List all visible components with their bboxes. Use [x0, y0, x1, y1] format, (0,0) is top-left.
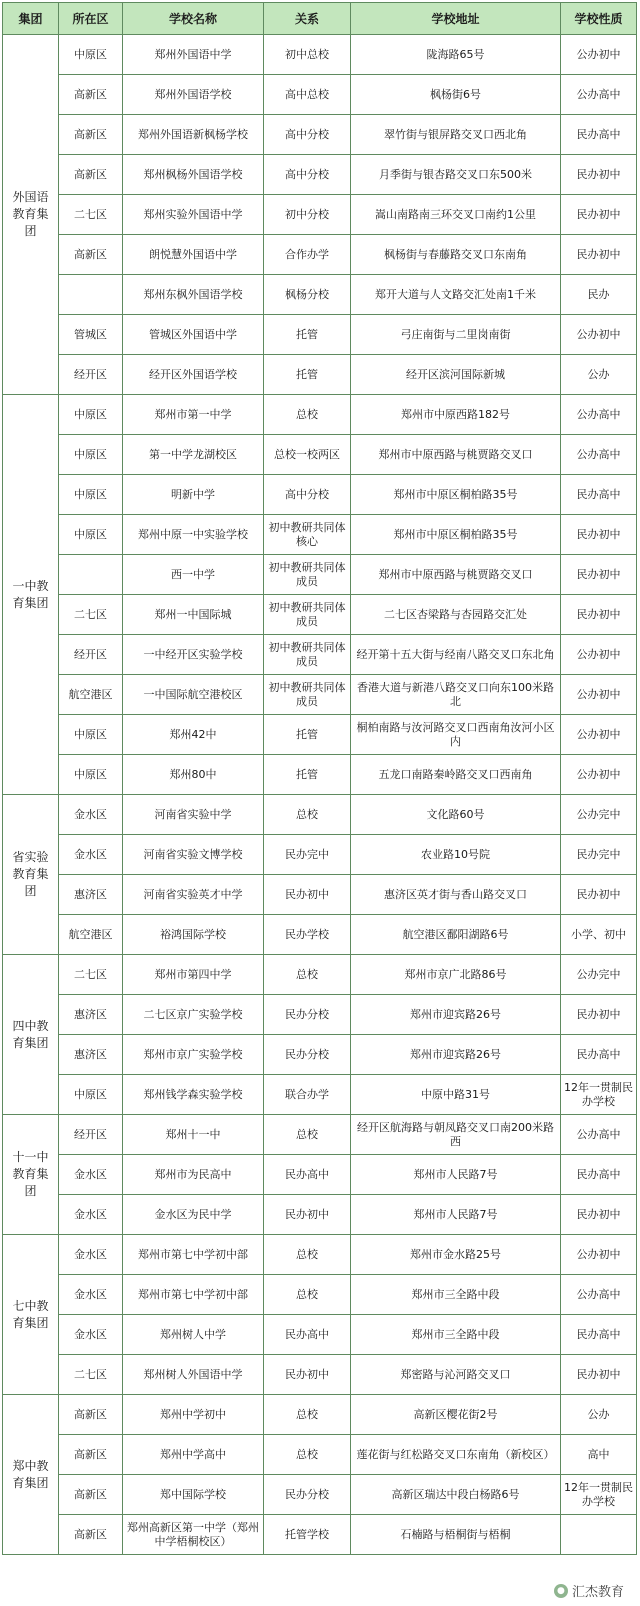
cell-school-type: 民办初中 [561, 1195, 637, 1235]
table-row [3, 955, 637, 995]
cell-relation: 民办完中 [264, 835, 351, 875]
cell-district: 航空港区 [59, 915, 123, 955]
cell-school-type: 公办初中 [561, 35, 637, 75]
cell-school-name: 郑州市第四中学 [123, 955, 264, 995]
cell-school-name: 第一中学龙湖校区 [123, 435, 264, 475]
cell-district: 中原区 [59, 515, 123, 555]
cell-relation: 初中教研共同体成员 [264, 555, 351, 595]
table-row [3, 1515, 637, 1555]
table-row [3, 1475, 637, 1515]
cell-school-name: 郑州中原一中实验学校 [123, 515, 264, 555]
cell-address: 郑州市迎宾路26号 [351, 1035, 561, 1075]
cell-school-type: 民办高中 [561, 115, 637, 155]
cell-school-type: 公办初中 [561, 675, 637, 715]
cell-address: 月季街与银杏路交叉口东500米 [351, 155, 561, 195]
header-district: 所在区 [59, 3, 123, 35]
table-row [3, 835, 637, 875]
table-row [3, 1195, 637, 1235]
cell-group-name: 十一中教育集团 [3, 1115, 59, 1235]
cell-school-name: 郑州钱学森实验学校 [123, 1075, 264, 1115]
cell-address: 郑开大道与人文路交汇处南1千米 [351, 275, 561, 315]
cell-group-name: 省实验教育集团 [3, 795, 59, 955]
cell-school-type: 民办初中 [561, 595, 637, 635]
cell-relation: 高中分校 [264, 475, 351, 515]
table-row [3, 995, 637, 1035]
cell-school-name: 郑州市第七中学初中部 [123, 1275, 264, 1315]
cell-relation: 总校 [264, 1115, 351, 1155]
cell-district: 高新区 [59, 1395, 123, 1435]
cell-school-name: 经开区外国语学校 [123, 355, 264, 395]
table-row [3, 1035, 637, 1075]
table-row [3, 1155, 637, 1195]
cell-address: 郑州市三全路中段 [351, 1275, 561, 1315]
cell-address: 高新区樱花街2号 [351, 1395, 561, 1435]
cell-relation: 民办分校 [264, 1475, 351, 1515]
cell-school-name: 郑中国际学校 [123, 1475, 264, 1515]
cell-district: 航空港区 [59, 675, 123, 715]
cell-school-type: 公办完中 [561, 795, 637, 835]
cell-address: 五龙口南路秦岭路交叉口西南角 [351, 755, 561, 795]
table-header-row [3, 3, 637, 35]
cell-district: 管城区 [59, 315, 123, 355]
cell-school-name: 郑州外国语新枫杨学校 [123, 115, 264, 155]
cell-school-name: 河南省实验文博学校 [123, 835, 264, 875]
cell-district: 中原区 [59, 1075, 123, 1115]
cell-school-name: 郑州市第七中学初中部 [123, 1235, 264, 1275]
table-row [3, 1235, 637, 1275]
table-row [3, 515, 637, 555]
cell-district: 高新区 [59, 1435, 123, 1475]
cell-school-name: 郑州树人外国语中学 [123, 1355, 264, 1395]
cell-district: 经开区 [59, 635, 123, 675]
cell-address: 郑密路与沁河路交叉口 [351, 1355, 561, 1395]
wechat-logo-icon: ● [554, 1584, 568, 1598]
cell-school-type [561, 1515, 637, 1555]
cell-school-type: 民办 [561, 275, 637, 315]
cell-address: 郑州市迎宾路26号 [351, 995, 561, 1035]
table-row [3, 1075, 637, 1115]
cell-school-type: 公办高中 [561, 75, 637, 115]
cell-school-name: 河南省实验英才中学 [123, 875, 264, 915]
table-row [3, 875, 637, 915]
cell-school-name: 郑州十一中 [123, 1115, 264, 1155]
cell-relation: 民办高中 [264, 1155, 351, 1195]
cell-school-name: 郑州树人中学 [123, 1315, 264, 1355]
cell-relation: 托管 [264, 755, 351, 795]
cell-school-type: 民办初中 [561, 995, 637, 1035]
cell-district: 经开区 [59, 1115, 123, 1155]
table-row [3, 195, 637, 235]
cell-address: 枫杨街6号 [351, 75, 561, 115]
cell-school-type: 公办高中 [561, 1115, 637, 1155]
cell-relation: 民办学校 [264, 915, 351, 955]
cell-school-type: 高中 [561, 1435, 637, 1475]
cell-district: 金水区 [59, 1235, 123, 1275]
cell-school-type: 小学、初中 [561, 915, 637, 955]
cell-district: 中原区 [59, 35, 123, 75]
cell-group-name: 七中教育集团 [3, 1235, 59, 1395]
cell-school-name: 明新中学 [123, 475, 264, 515]
cell-relation: 民办初中 [264, 1355, 351, 1395]
cell-school-name: 郑州80中 [123, 755, 264, 795]
cell-district: 高新区 [59, 155, 123, 195]
cell-school-type: 公办 [561, 355, 637, 395]
cell-relation: 初中教研共同体成员 [264, 595, 351, 635]
table-row [3, 1115, 637, 1155]
table-row [3, 155, 637, 195]
cell-school-name: 郑州枫杨外国语学校 [123, 155, 264, 195]
cell-school-name: 郑州中学初中 [123, 1395, 264, 1435]
table-row [3, 475, 637, 515]
cell-relation: 初中总校 [264, 35, 351, 75]
cell-relation: 托管 [264, 355, 351, 395]
cell-address: 郑州市中原区桐柏路35号 [351, 515, 561, 555]
cell-school-name: 郑州外国语学校 [123, 75, 264, 115]
cell-relation: 初中教研共同体成员 [264, 675, 351, 715]
table-row [3, 715, 637, 755]
cell-relation: 总校 [264, 795, 351, 835]
header-relation: 关系 [264, 3, 351, 35]
cell-school-type: 公办初中 [561, 635, 637, 675]
table-body [3, 35, 637, 1555]
cell-school-type: 民办高中 [561, 1155, 637, 1195]
cell-school-name: 河南省实验中学 [123, 795, 264, 835]
cell-school-type: 公办高中 [561, 435, 637, 475]
cell-school-name: 西一中学 [123, 555, 264, 595]
cell-relation: 民办分校 [264, 995, 351, 1035]
cell-district: 高新区 [59, 235, 123, 275]
table-row [3, 795, 637, 835]
cell-relation: 枫杨分校 [264, 275, 351, 315]
cell-address: 文化路60号 [351, 795, 561, 835]
cell-school-name: 一中国际航空港校区 [123, 675, 264, 715]
cell-school-type: 民办初中 [561, 515, 637, 555]
table-row [3, 395, 637, 435]
table-row [3, 435, 637, 475]
cell-address: 郑州市京广北路86号 [351, 955, 561, 995]
cell-group-name: 一中教育集团 [3, 395, 59, 795]
cell-school-type: 公办高中 [561, 395, 637, 435]
table-row [3, 235, 637, 275]
cell-address: 郑州市中原西路与桃贾路交叉口 [351, 555, 561, 595]
cell-district: 中原区 [59, 755, 123, 795]
cell-district: 中原区 [59, 475, 123, 515]
cell-district: 金水区 [59, 795, 123, 835]
cell-relation: 托管 [264, 715, 351, 755]
cell-school-type: 公办初中 [561, 1235, 637, 1275]
table-row [3, 635, 637, 675]
cell-school-name: 郑州市第一中学 [123, 395, 264, 435]
cell-address: 郑州市金水路25号 [351, 1235, 561, 1275]
table-row [3, 595, 637, 635]
cell-school-type: 民办初中 [561, 195, 637, 235]
cell-relation: 总校 [264, 1435, 351, 1475]
cell-relation: 联合办学 [264, 1075, 351, 1115]
cell-school-type: 民办初中 [561, 555, 637, 595]
cell-district: 二七区 [59, 955, 123, 995]
cell-relation: 民办分校 [264, 1035, 351, 1075]
cell-address: 莲花街与红松路交叉口东南角（新校区） [351, 1435, 561, 1475]
cell-relation: 总校 [264, 955, 351, 995]
cell-relation: 民办初中 [264, 1195, 351, 1235]
table-row [3, 315, 637, 355]
table-row [3, 755, 637, 795]
cell-school-name: 朗悦慧外国语中学 [123, 235, 264, 275]
cell-school-name: 郑州一中国际城 [123, 595, 264, 635]
table-row [3, 1355, 637, 1395]
cell-school-name: 郑州中学高中 [123, 1435, 264, 1475]
table-row [3, 275, 637, 315]
cell-school-type: 公办 [561, 1395, 637, 1435]
cell-address: 郑州市人民路7号 [351, 1195, 561, 1235]
cell-school-type: 公办初中 [561, 315, 637, 355]
cell-school-type: 公办高中 [561, 1275, 637, 1315]
cell-address: 二七区杏梁路与杏园路交汇处 [351, 595, 561, 635]
cell-district: 金水区 [59, 1275, 123, 1315]
cell-district: 金水区 [59, 835, 123, 875]
header-group: 集团 [3, 3, 59, 35]
cell-address: 枫杨街与春藤路交叉口东南角 [351, 235, 561, 275]
header-school-name: 学校名称 [123, 3, 264, 35]
cell-school-name: 管城区外国语中学 [123, 315, 264, 355]
cell-address: 石楠路与梧桐街与梧桐 [351, 1515, 561, 1555]
cell-school-name: 裕鸿国际学校 [123, 915, 264, 955]
table-row [3, 75, 637, 115]
header-school-type: 学校性质 [561, 3, 637, 35]
table-row [3, 1435, 637, 1475]
cell-school-type: 民办初中 [561, 875, 637, 915]
cell-district: 二七区 [59, 595, 123, 635]
cell-district: 金水区 [59, 1155, 123, 1195]
cell-school-type: 民办初中 [561, 1355, 637, 1395]
cell-district: 中原区 [59, 715, 123, 755]
cell-address: 经开区航海路与朝凤路交叉口南200米路西 [351, 1115, 561, 1155]
table-row [3, 1395, 637, 1435]
cell-district: 中原区 [59, 395, 123, 435]
cell-address: 郑州市中原西路182号 [351, 395, 561, 435]
cell-address: 翠竹街与银屏路交叉口西北角 [351, 115, 561, 155]
cell-relation: 托管 [264, 315, 351, 355]
watermark-text: 汇杰教育 [571, 1585, 624, 1600]
cell-district: 高新区 [59, 1475, 123, 1515]
table-row [3, 555, 637, 595]
cell-district: 惠济区 [59, 875, 123, 915]
cell-relation: 民办高中 [264, 1315, 351, 1355]
table-row [3, 355, 637, 395]
cell-school-type: 民办初中 [561, 235, 637, 275]
cell-school-name: 郑州实验外国语中学 [123, 195, 264, 235]
cell-school-type: 公办初中 [561, 715, 637, 755]
cell-group-name: 四中教育集团 [3, 955, 59, 1115]
cell-district: 高新区 [59, 75, 123, 115]
cell-address: 经开区滨河国际新城 [351, 355, 561, 395]
cell-address: 郑州市中原区桐柏路35号 [351, 475, 561, 515]
cell-district [59, 275, 123, 315]
cell-district: 中原区 [59, 435, 123, 475]
cell-address: 航空港区鄱阳湖路6号 [351, 915, 561, 955]
cell-school-type: 民办高中 [561, 1035, 637, 1075]
cell-district: 金水区 [59, 1195, 123, 1235]
cell-district: 惠济区 [59, 995, 123, 1035]
cell-district: 二七区 [59, 195, 123, 235]
cell-address: 经开第十五大街与经南八路交叉口东北角 [351, 635, 561, 675]
cell-relation: 总校 [264, 1395, 351, 1435]
cell-school-type: 民办完中 [561, 835, 637, 875]
cell-address: 陇海路65号 [351, 35, 561, 75]
cell-relation: 高中总校 [264, 75, 351, 115]
cell-group-name: 郑中教育集团 [3, 1395, 59, 1555]
cell-relation: 托管学校 [264, 1515, 351, 1555]
cell-group-name: 外国语教育集团 [3, 35, 59, 395]
table-row [3, 675, 637, 715]
cell-address: 中原中路31号 [351, 1075, 561, 1115]
cell-school-name: 金水区为民中学 [123, 1195, 264, 1235]
watermark [554, 1581, 624, 1600]
cell-school-name: 郑州高新区第一中学（郑州中学梧桐校区） [123, 1515, 264, 1555]
cell-relation: 总校 [264, 1235, 351, 1275]
cell-relation: 初中分校 [264, 195, 351, 235]
cell-address: 香港大道与新港八路交叉口向东100米路北 [351, 675, 561, 715]
cell-school-name: 一中经开区实验学校 [123, 635, 264, 675]
cell-school-type: 12年一贯制民办学校 [561, 1475, 637, 1515]
cell-address: 农业路10号院 [351, 835, 561, 875]
cell-school-name: 郑州42中 [123, 715, 264, 755]
cell-school-type: 公办初中 [561, 755, 637, 795]
cell-relation: 初中教研共同体成员 [264, 635, 351, 675]
cell-school-name: 郑州市为民高中 [123, 1155, 264, 1195]
table-row [3, 915, 637, 955]
cell-school-type: 民办初中 [561, 155, 637, 195]
table-row [3, 115, 637, 155]
cell-school-name: 郑州东枫外国语学校 [123, 275, 264, 315]
cell-relation: 总校一校两区 [264, 435, 351, 475]
cell-school-type: 民办高中 [561, 475, 637, 515]
cell-address: 嵩山南路南三环交叉口南约1公里 [351, 195, 561, 235]
cell-relation: 高中分校 [264, 155, 351, 195]
school-groups-table [2, 2, 637, 1555]
cell-relation: 民办初中 [264, 875, 351, 915]
cell-relation: 合作办学 [264, 235, 351, 275]
cell-district: 高新区 [59, 1515, 123, 1555]
cell-address: 郑州市中原西路与桃贾路交叉口 [351, 435, 561, 475]
cell-address: 郑州市三全路中段 [351, 1315, 561, 1355]
cell-relation: 高中分校 [264, 115, 351, 155]
cell-relation: 总校 [264, 1275, 351, 1315]
header-address: 学校地址 [351, 3, 561, 35]
cell-school-name: 郑州市京广实验学校 [123, 1035, 264, 1075]
cell-address: 高新区瑞达中段白杨路6号 [351, 1475, 561, 1515]
cell-school-name: 二七区京广实验学校 [123, 995, 264, 1035]
cell-relation: 初中教研共同体核心 [264, 515, 351, 555]
cell-school-type: 12年一贯制民办学校 [561, 1075, 637, 1115]
cell-school-type: 民办高中 [561, 1315, 637, 1355]
table-row [3, 35, 637, 75]
cell-district [59, 555, 123, 595]
cell-district: 高新区 [59, 115, 123, 155]
cell-relation: 总校 [264, 395, 351, 435]
cell-district: 经开区 [59, 355, 123, 395]
table-row [3, 1275, 637, 1315]
cell-address: 桐柏南路与汝河路交叉口西南角汝河小区内 [351, 715, 561, 755]
cell-address: 弓庄南街与二里岗南街 [351, 315, 561, 355]
cell-district: 二七区 [59, 1355, 123, 1395]
cell-district: 惠济区 [59, 1035, 123, 1075]
cell-school-name: 郑州外国语中学 [123, 35, 264, 75]
cell-school-type: 公办完中 [561, 955, 637, 995]
cell-address: 郑州市人民路7号 [351, 1155, 561, 1195]
cell-address: 惠济区英才街与香山路交叉口 [351, 875, 561, 915]
cell-district: 金水区 [59, 1315, 123, 1355]
table-row [3, 1315, 637, 1355]
